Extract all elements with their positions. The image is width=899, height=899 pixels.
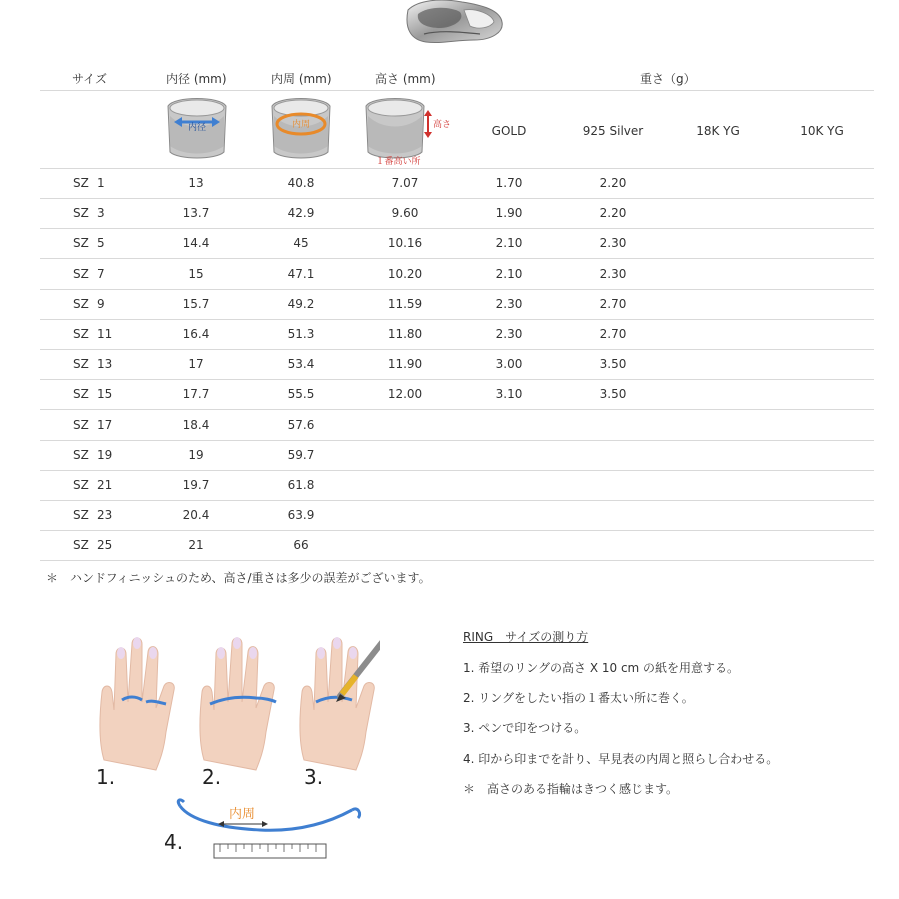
row-size-number: 25: [97, 538, 113, 552]
inner-circumference-icon-label: 内周: [291, 120, 311, 130]
row-weight-gold: 3.00: [495, 357, 523, 371]
row-inner-circumference: 57.6: [287, 418, 315, 432]
inner-diameter-ring-icon: [164, 96, 230, 160]
row-height: 7.07: [391, 176, 419, 190]
row-inner-diameter: 19.7: [182, 478, 210, 492]
highest-point-icon-label: １番高い所: [375, 157, 421, 167]
row-inner-circumference: 66: [293, 538, 309, 552]
row-inner-circumference: 51.3: [287, 327, 315, 341]
row-size-number: 3: [97, 206, 105, 220]
row-height: 10.20: [387, 267, 423, 281]
instructions-title: RING サイズの測り方: [463, 630, 589, 644]
row-inner-diameter: 21: [188, 538, 204, 552]
row-size-prefix: SZ: [73, 478, 89, 492]
weight-col-925-silver: 925 Silver: [582, 124, 644, 138]
row-size-prefix: SZ: [73, 448, 89, 462]
row-divider: [40, 440, 874, 441]
header-size: サイズ: [72, 72, 108, 86]
row-size-number: 15: [97, 387, 113, 401]
row-divider: [40, 379, 874, 380]
row-height: 11.80: [387, 327, 423, 341]
inner-diameter-icon-label: 内径: [187, 123, 207, 133]
inner-circumference-ring-icon: [268, 96, 334, 160]
row-inner-circumference: 49.2: [287, 297, 315, 311]
row-divider: [40, 500, 874, 501]
row-weight-gold: 2.10: [495, 267, 523, 281]
row-height: 11.90: [387, 357, 423, 371]
hand-step-1-illustration: [100, 637, 174, 770]
row-size-prefix: SZ: [73, 508, 89, 522]
row-inner-circumference: 40.8: [287, 176, 315, 190]
row-size-number: 9: [97, 297, 105, 311]
row-size-prefix: SZ: [73, 327, 89, 341]
row-size-prefix: SZ: [73, 418, 89, 432]
row-inner-diameter: 16.4: [182, 327, 210, 341]
row-weight-925-silver: 2.30: [599, 236, 627, 250]
hand-step-3-illustration: [300, 622, 380, 770]
row-divider: [40, 470, 874, 471]
step-number-3: 3.: [304, 765, 324, 789]
row-size-prefix: SZ: [73, 176, 89, 190]
row-inner-circumference: 55.5: [287, 387, 315, 401]
row-weight-gold: 2.10: [495, 236, 523, 250]
row-size-prefix: SZ: [73, 206, 89, 220]
row-size-prefix: SZ: [73, 267, 89, 281]
row-weight-925-silver: 2.20: [599, 206, 627, 220]
instruction-caution: ＊ 高さのある指輪はきつく感じます。: [463, 782, 679, 796]
row-inner-circumference: 42.9: [287, 206, 315, 220]
row-divider: [40, 560, 874, 561]
row-inner-circumference: 47.1: [287, 267, 315, 281]
row-height: 12.00: [387, 387, 423, 401]
weight-col-18k-yg: 18K YG: [696, 124, 740, 138]
row-size-number: 5: [97, 236, 105, 250]
icon-row-rule: [40, 168, 874, 169]
row-weight-925-silver: 3.50: [599, 387, 627, 401]
header-rule: [40, 90, 874, 91]
row-weight-925-silver: 2.30: [599, 267, 627, 281]
row-inner-diameter: 15.7: [182, 297, 210, 311]
height-ring-icon: [362, 96, 458, 168]
row-size-number: 23: [97, 508, 113, 522]
instruction-step-3: 3. ペンで印をつける。: [463, 721, 587, 735]
step-number-1: 1.: [96, 765, 116, 789]
row-inner-circumference: 59.7: [287, 448, 315, 462]
row-size-prefix: SZ: [73, 297, 89, 311]
row-inner-circumference: 45: [293, 236, 309, 250]
measuring-illustration: [80, 610, 380, 870]
row-height: 10.16: [387, 236, 423, 250]
row-divider: [40, 349, 874, 350]
row-height: 11.59: [387, 297, 423, 311]
row-size-prefix: SZ: [73, 357, 89, 371]
strip-inner-circumference-label: 内周: [228, 807, 256, 822]
row-divider: [40, 198, 874, 199]
step-number-2: 2.: [202, 765, 222, 789]
row-inner-circumference: 53.4: [287, 357, 315, 371]
hand-finish-note: ＊ ハンドフィニッシュのため、高さ/重さは多少の誤差がございます。: [46, 571, 431, 585]
row-inner-diameter: 13: [188, 176, 204, 190]
weight-col-10k-yg: 10K YG: [800, 124, 844, 138]
row-size-number: 13: [97, 357, 113, 371]
row-size-number: 21: [97, 478, 113, 492]
instruction-step-2: 2. リングをしたい指の１番太い所に巻く。: [463, 691, 694, 705]
row-weight-gold: 3.10: [495, 387, 523, 401]
row-divider: [40, 228, 874, 229]
instruction-step-1: 1. 希望のリングの高さ X 10 cm の紙を用意する。: [463, 661, 740, 675]
header-inner-diameter: 内径 (mm): [166, 72, 227, 86]
row-weight-925-silver: 3.50: [599, 357, 627, 371]
row-weight-gold: 2.30: [495, 297, 523, 311]
header-height: 高さ (mm): [375, 72, 436, 86]
row-weight-gold: 1.70: [495, 176, 523, 190]
row-inner-diameter: 18.4: [182, 418, 210, 432]
row-height: 9.60: [391, 206, 419, 220]
row-inner-diameter: 19: [188, 448, 204, 462]
row-divider: [40, 530, 874, 531]
instruction-step-4: 4. 印から印までを計り、早見表の内周と照らし合わせる。: [463, 752, 779, 766]
row-inner-diameter: 20.4: [182, 508, 210, 522]
weight-col-gold: GOLD: [491, 124, 527, 138]
row-weight-925-silver: 2.20: [599, 176, 627, 190]
header-weight: 重さ（g）: [640, 72, 696, 86]
row-weight-925-silver: 2.70: [599, 297, 627, 311]
step-number-4: 4.: [164, 830, 184, 854]
row-inner-diameter: 14.4: [182, 236, 210, 250]
row-inner-diameter: 17: [188, 357, 204, 371]
row-inner-circumference: 63.9: [287, 508, 315, 522]
row-size-number: 7: [97, 267, 105, 281]
row-inner-circumference: 61.8: [287, 478, 315, 492]
row-size-number: 1: [97, 176, 105, 190]
hand-step-2-illustration: [200, 637, 276, 770]
row-inner-diameter: 13.7: [182, 206, 210, 220]
row-weight-gold: 1.90: [495, 206, 523, 220]
row-size-number: 17: [97, 418, 113, 432]
row-divider: [40, 319, 874, 320]
row-size-prefix: SZ: [73, 538, 89, 552]
row-divider: [40, 409, 874, 410]
height-icon-label: 高さ: [432, 120, 452, 130]
measuring-strip-illustration: [178, 800, 359, 858]
row-inner-diameter: 17.7: [182, 387, 210, 401]
row-divider: [40, 289, 874, 290]
row-size-number: 11: [97, 327, 113, 341]
row-weight-925-silver: 2.70: [599, 327, 627, 341]
row-divider: [40, 258, 874, 259]
row-inner-diameter: 15: [188, 267, 204, 281]
row-size-number: 19: [97, 448, 113, 462]
row-size-prefix: SZ: [73, 387, 89, 401]
header-inner-circumference: 内周 (mm): [271, 72, 332, 86]
row-size-prefix: SZ: [73, 236, 89, 250]
row-weight-gold: 2.30: [495, 327, 523, 341]
ring-product-image: [400, 0, 508, 46]
